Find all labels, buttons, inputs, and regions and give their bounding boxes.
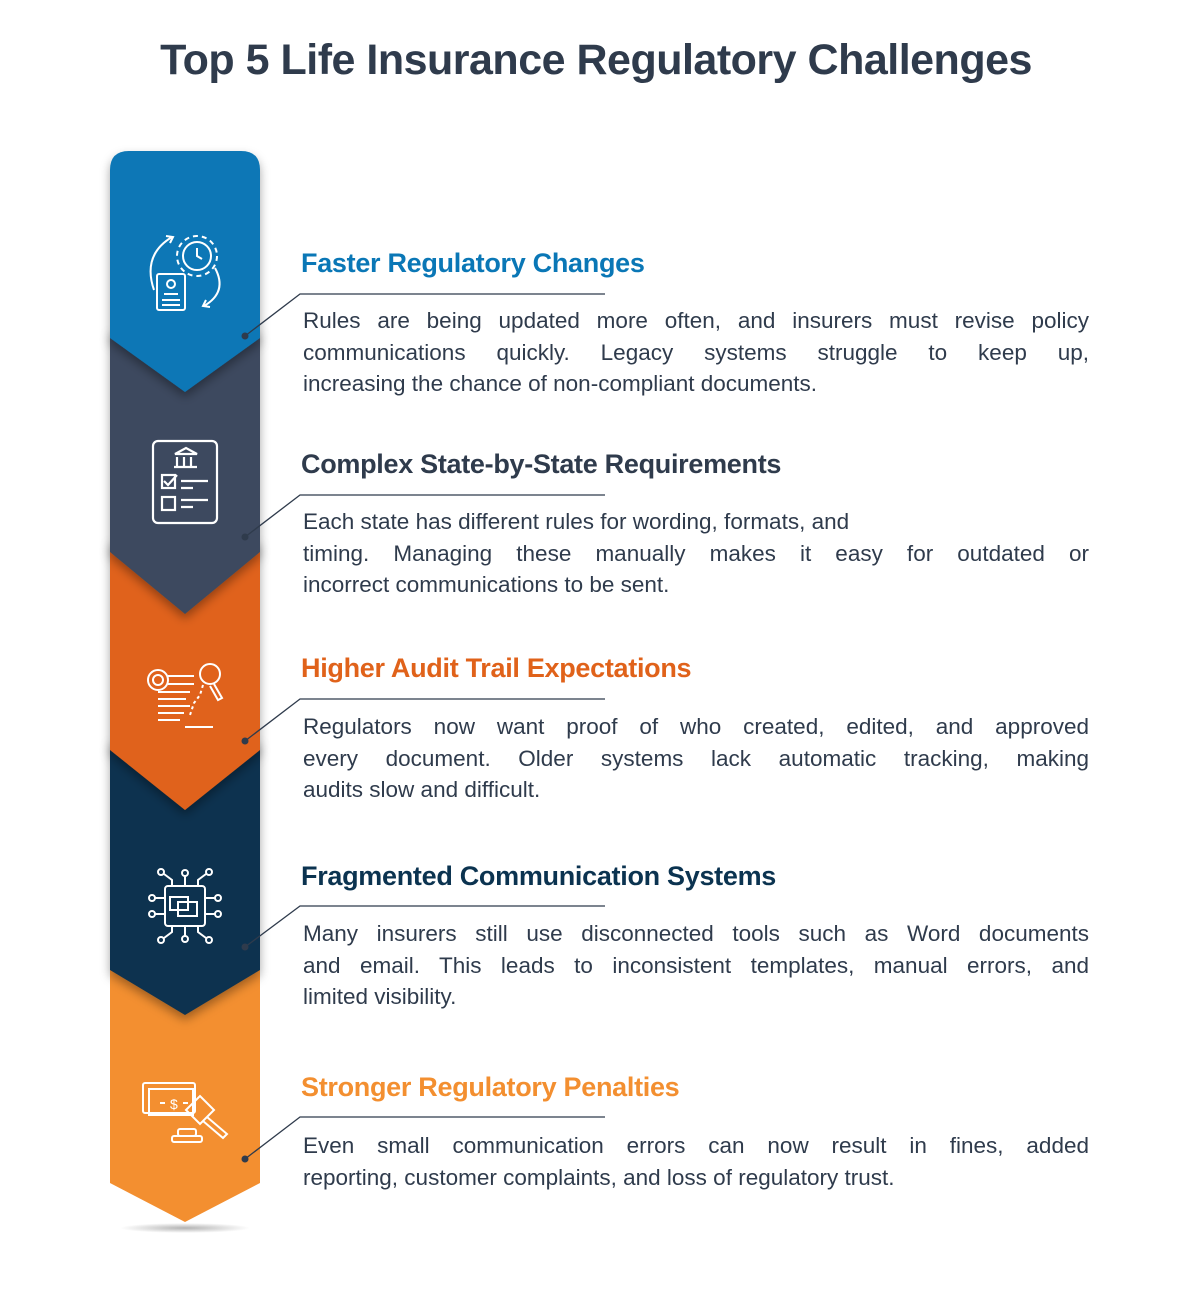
body-line: incorrect communications to be sent. [303,572,670,597]
body-line: Regulators now want proof of who created, edited, and approved [303,714,1089,739]
item-heading: Fragmented Communication Systems [301,861,777,891]
body-line: every document. Older systems lack automatic tracking, making [303,745,1089,771]
item-heading: Higher Audit Trail Expectations [301,653,692,683]
body-line: Rules are being updated more often, and insurers must revise policy [303,308,1089,333]
item-body [303,1130,1089,1193]
body-line: Even small communication errors can now result in fines, added [303,1133,1089,1158]
item-body [303,305,1089,400]
item-heading: Faster Regulatory Changes [301,248,645,278]
body-line: and email. This leads to inconsistent templates, manual errors, and [303,952,1089,978]
ribbon-shadow [120,1223,250,1233]
item-heading: Stronger Regulatory Penalties [301,1072,680,1102]
body-line: audits slow and difficult. [303,777,541,802]
item-body [303,711,1089,806]
body-line: communications quickly. Legacy systems struggle to keep up, [303,339,1089,365]
svg-text:$: $ [170,1096,178,1112]
item-heading: Complex State-by-State Requirements [301,449,782,479]
body-line: increasing the chance of non-compliant documents. [303,371,818,396]
item-body [303,918,1089,1013]
body-line: limited visibility. [303,984,457,1009]
body-line: Each state has different rules for wording, formats, and [303,509,850,534]
page-title: Top 5 Life Insurance Regulatory Challenges [160,36,1032,84]
body-line: timing. Managing these manually makes it easy for outdated or [303,540,1089,566]
body-line: Many insurers still use disconnected tools such as Word documents [303,921,1089,946]
body-line: reporting, customer complaints, and loss of regulatory trust. [303,1164,895,1190]
item-body [303,506,1089,601]
